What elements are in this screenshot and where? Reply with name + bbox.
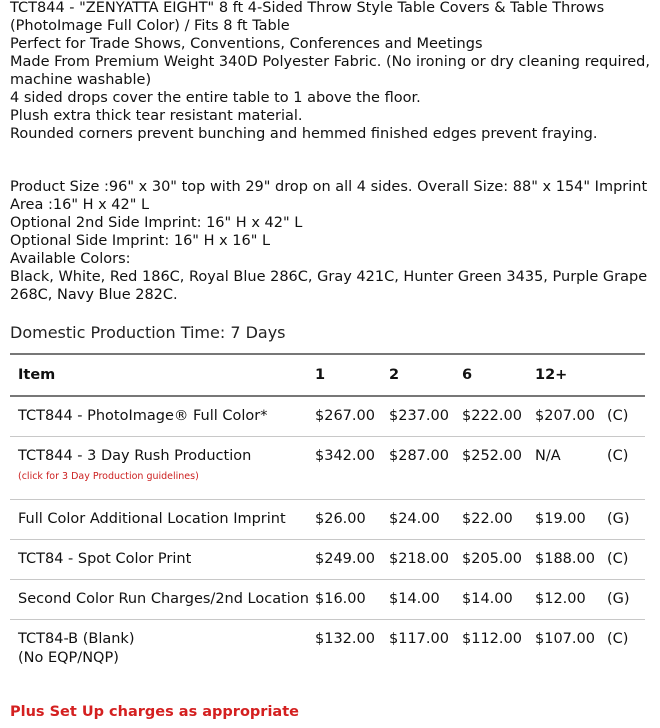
header-qty-6: 6 xyxy=(462,367,473,383)
spec-line: Optional Side Imprint: 16" H x 16" L xyxy=(10,233,271,249)
header-qty-1: 1 xyxy=(315,367,326,383)
price-qty-1: $342.00 xyxy=(315,447,375,464)
table-row xyxy=(10,499,645,539)
description-line: Plush extra thick tear resistant material. xyxy=(10,108,303,124)
spec-line: Available Colors: xyxy=(10,251,131,267)
spec-line: Black, White, Red 186C, Royal Blue 286C, Gray 421C, Hunter Green 3435, Purple Grape xyxy=(10,269,648,285)
price-qty-6: $252.00 xyxy=(462,447,522,464)
price-code: (C) xyxy=(607,550,629,567)
price-qty-2: $14.00 xyxy=(389,590,440,607)
price-qty-12plus: $12.00 xyxy=(535,590,586,607)
rush-guidelines-link[interactable]: (click for 3 Day Production guidelines) xyxy=(18,470,199,482)
price-code: (C) xyxy=(607,630,629,647)
price-code: (G) xyxy=(607,590,630,607)
row-item-cell xyxy=(10,436,315,499)
price-qty-1: $26.00 xyxy=(315,510,366,527)
description-line: Rounded corners prevent bunching and hemmed finished edges prevent fraying. xyxy=(10,126,598,142)
price-qty-1: $267.00 xyxy=(315,408,375,424)
row-item-note: (No EQP/NQP) xyxy=(18,649,119,666)
product-specs xyxy=(10,178,650,304)
production-time: Domestic Production Time: 7 Days xyxy=(10,323,286,342)
description-line: 4 sided drops cover the entire table to 1 above the floor. xyxy=(10,90,421,106)
row-item: Second Color Run Charges/2nd Location xyxy=(18,590,309,607)
header-code xyxy=(607,354,645,396)
description-line: machine washable) xyxy=(10,72,152,88)
price-code: (G) xyxy=(607,510,630,527)
setup-charges-note: Plus Set Up charges as appropriate xyxy=(10,704,299,720)
price-qty-1: $132.00 xyxy=(315,630,375,647)
spec-line: 268C, Navy Blue 282C. xyxy=(10,287,178,303)
description-line: (PhotoImage Full Color) / Fits 8 ft Table xyxy=(10,18,290,34)
price-qty-2: $218.00 xyxy=(389,550,449,567)
price-qty-6: $222.00 xyxy=(462,408,522,424)
price-qty-2: $117.00 xyxy=(389,630,449,647)
price-qty-12plus: $188.00 xyxy=(535,550,595,567)
table-row xyxy=(10,396,645,436)
price-qty-2: $24.00 xyxy=(389,510,440,527)
price-qty-1: $249.00 xyxy=(315,550,375,567)
row-item: Full Color Additional Location Imprint xyxy=(18,510,286,527)
description-line: Perfect for Trade Shows, Conventions, Conferences and Meetings xyxy=(10,36,483,52)
price-qty-12plus: $207.00 xyxy=(535,408,595,424)
price-qty-2: $237.00 xyxy=(389,408,449,424)
table-header-row xyxy=(10,354,645,396)
pricing-table xyxy=(10,353,645,666)
price-code: (C) xyxy=(607,408,629,424)
description-line: Made From Premium Weight 340D Polyester Fabric. (No ironing or dry cleaning required, xyxy=(10,54,650,70)
table-row xyxy=(10,539,645,579)
header-item: Item xyxy=(18,367,56,383)
product-description xyxy=(10,0,650,143)
price-qty-6: $112.00 xyxy=(462,630,522,647)
price-qty-6: $14.00 xyxy=(462,590,513,607)
price-qty-12plus: $107.00 xyxy=(535,630,595,647)
price-qty-12plus: $19.00 xyxy=(535,510,586,527)
row-item: TCT84 - Spot Color Print xyxy=(18,550,192,567)
price-qty-1: $16.00 xyxy=(315,590,366,607)
price-qty-6: $22.00 xyxy=(462,510,513,527)
price-qty-12plus: N/A xyxy=(535,447,561,464)
table-row xyxy=(10,436,645,499)
table-row xyxy=(10,579,645,619)
header-qty-2: 2 xyxy=(389,367,400,383)
table-row xyxy=(10,619,645,666)
price-qty-2: $287.00 xyxy=(389,447,449,464)
spec-line: Optional 2nd Side Imprint: 16" H x 42" L xyxy=(10,215,303,231)
header-qty-12plus: 12+ xyxy=(535,367,568,383)
spec-line: Area :16" H x 42" L xyxy=(10,197,150,213)
price-code: (C) xyxy=(607,447,629,464)
row-item-cell xyxy=(10,619,315,666)
row-item: TCT844 - 3 Day Rush Production xyxy=(18,447,252,464)
spec-line: Product Size :96" x 30" top with 29" drop on all 4 sides. Overall Size: 88" x 154" Imprint xyxy=(10,179,648,195)
row-item: TCT844 - PhotoImage® Full Color* xyxy=(18,408,268,424)
price-qty-6: $205.00 xyxy=(462,550,522,567)
product-title: TCT844 - "ZENYATTA EIGHT" 8 ft 4-Sided Throw Style Table Covers & Table Throws xyxy=(10,0,605,16)
row-item: TCT84-B (Blank) xyxy=(18,630,135,647)
